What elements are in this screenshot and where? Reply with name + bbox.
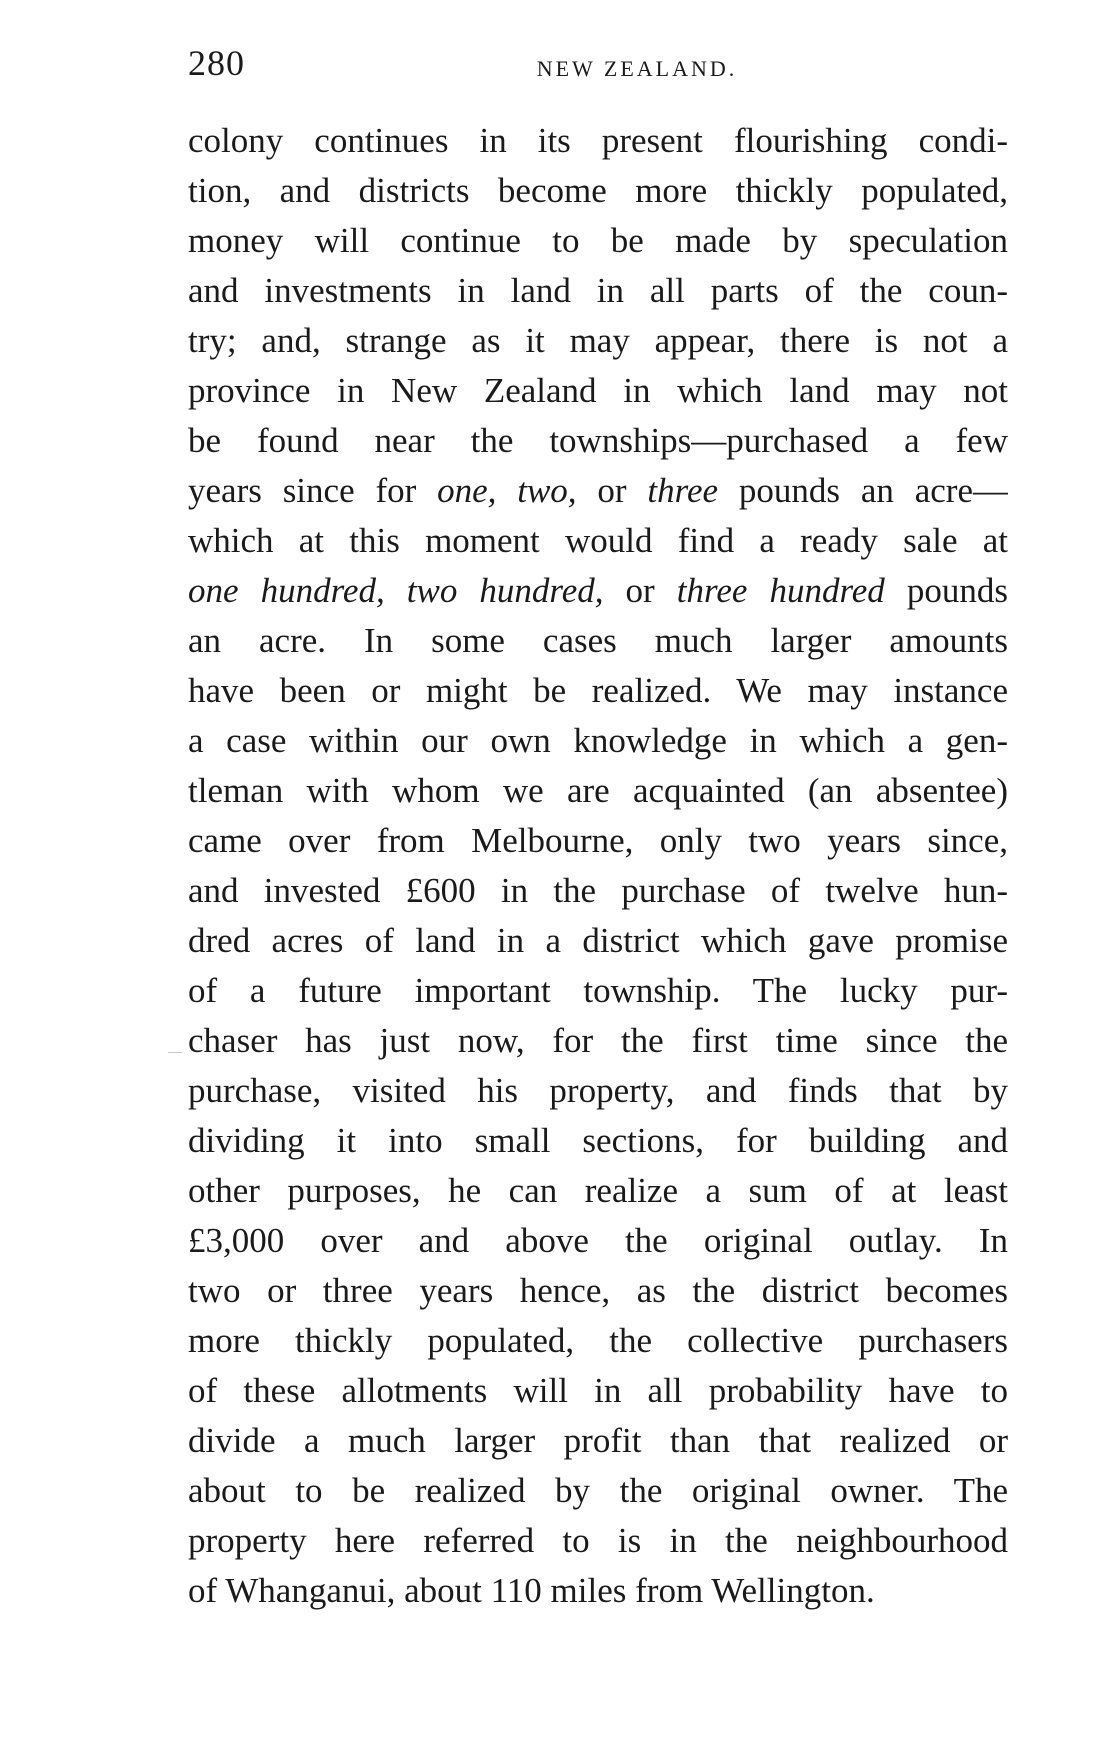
text-segment: other purposes, he can realize a sum of at least: [188, 1171, 1008, 1210]
text-line: [188, 1066, 1008, 1116]
text-line: [188, 766, 1008, 816]
text-line: [188, 1216, 1008, 1266]
italic-text: three: [647, 471, 719, 510]
text-line: [188, 316, 1008, 366]
italic-text: three hundred: [676, 571, 885, 610]
text-line: [188, 1316, 1008, 1366]
text-segment: colony continues in its present flourishing condi-: [188, 121, 1008, 160]
page-number: 280: [188, 43, 245, 83]
text-segment: two or three years hence, as the district becomes: [188, 1271, 1008, 1310]
text-line: [188, 1166, 1008, 1216]
text-line: [188, 816, 1008, 866]
page-header: [188, 42, 1026, 92]
text-segment: of these allotments will in all probability have to: [188, 1371, 1008, 1410]
text-segment: or: [576, 471, 648, 510]
italic-text: one, two,: [437, 471, 577, 510]
text-segment: chaser has just now, for the first time since the: [188, 1021, 1008, 1060]
text-segment: pounds: [884, 571, 1008, 610]
text-line: [188, 916, 1008, 966]
text-segment: and investments in land in all parts of the coun-: [188, 271, 1008, 310]
text-segment: more thickly populated, the collective purchasers: [188, 1321, 1008, 1360]
text-line: [188, 1116, 1008, 1166]
text-segment: which at this moment would find a ready sale at: [188, 521, 1008, 560]
text-segment: came over from Melbourne, only two years since,: [188, 821, 1008, 860]
text-segment: a case within our own knowledge in which a gen-: [188, 721, 1008, 760]
text-segment: and invested £600 in the purchase of twelve hun-: [188, 871, 1008, 910]
text-segment: tion, and districts become more thickly populated,: [188, 171, 1008, 210]
text-line: [188, 466, 1008, 516]
text-segment: dividing it into small sections, for building and: [188, 1121, 1008, 1160]
text-line: [188, 966, 1008, 1016]
text-line: [188, 566, 1008, 616]
text-line: [188, 1566, 1008, 1616]
text-segment: £3,000 over and above the original outlay. In: [188, 1221, 1008, 1260]
text-line: [188, 366, 1008, 416]
text-line: [188, 1266, 1008, 1316]
text-segment: property here referred to is in the neighbourhood: [188, 1521, 1008, 1560]
text-line: [188, 116, 1008, 166]
italic-text: one hundred, two hundred,: [188, 571, 604, 610]
text-line: [188, 1366, 1008, 1416]
text-line: [188, 416, 1008, 466]
text-segment: years since for: [188, 471, 438, 510]
text-segment: divide a much larger profit than that realized or: [188, 1421, 1008, 1460]
text-segment: about to be realized by the original owner. The: [188, 1471, 1008, 1510]
text-line: [188, 266, 1008, 316]
body-paragraph: [188, 116, 1008, 1616]
text-segment: money will continue to be made by speculation: [188, 221, 1008, 260]
text-line: [188, 716, 1008, 766]
text-line: [188, 666, 1008, 716]
text-segment: be found near the townships—purchased a few: [188, 421, 1008, 460]
text-segment: try; and, strange as it may appear, there is not a: [188, 321, 1008, 360]
text-segment: province in New Zealand in which land may not: [188, 371, 1008, 410]
text-segment: tleman with whom we are acquainted (an absentee): [188, 771, 1008, 810]
text-segment: or: [603, 571, 677, 610]
text-segment: have been or might be realized. We may instance: [188, 671, 1008, 710]
running-title: NEW ZEALAND.: [536, 56, 738, 81]
text-segment: pounds an acre—: [718, 471, 1008, 510]
text-segment: of a future important township. The lucky pur-: [188, 971, 1008, 1010]
text-segment: an acre. In some cases much larger amounts: [188, 621, 1008, 660]
text-segment: dred acres of land in a district which gave promise: [188, 921, 1008, 960]
text-line: [188, 1466, 1008, 1516]
text-line: [188, 216, 1008, 266]
text-segment: of Whanganui, about 110 miles from Wellington.: [188, 1571, 875, 1610]
text-line: [188, 616, 1008, 666]
text-line: [188, 1416, 1008, 1466]
text-segment: purchase, visited his property, and finds that by: [188, 1071, 1008, 1110]
text-line: [188, 1016, 1008, 1066]
margin-mark: [168, 1052, 182, 1053]
text-line: [188, 166, 1008, 216]
text-line: [188, 1516, 1008, 1566]
text-line: [188, 866, 1008, 916]
text-line: [188, 516, 1008, 566]
